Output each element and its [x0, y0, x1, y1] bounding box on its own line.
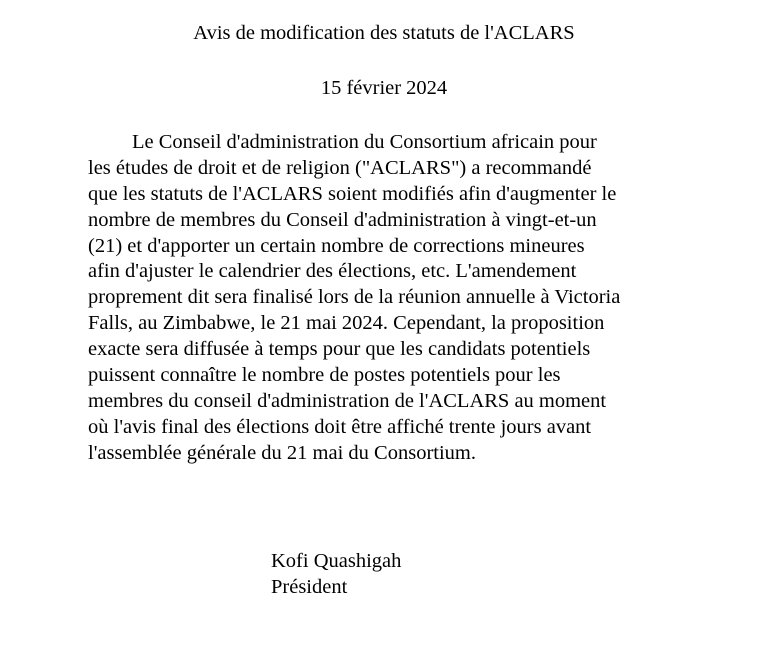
body-line: proprement dit sera finalisé lors de la réunion annuelle à Victoria [88, 286, 621, 309]
body-line: puissent connaître le nombre de postes potentiels pour les [88, 364, 561, 387]
body-line: nombre de membres du Conseil d'administration à vingt-et-un [88, 208, 597, 231]
document-title: Avis de modification des statuts de l'ACLARS [193, 22, 575, 44]
body-line: Falls, au Zimbabwe, le 21 mai 2024. Cependant, la proposition [88, 312, 605, 335]
signature-block [271, 548, 401, 600]
body-line: l'assemblée générale du 21 mai du Consortium. [88, 441, 476, 464]
body-line: membres du conseil d'administration de l'ACLARS au moment [88, 389, 607, 412]
body-line: Le Conseil d'administration du Consortium africain pour [132, 131, 597, 153]
document-body [88, 130, 728, 467]
signatory-role: Président [271, 576, 348, 598]
body-line: (21) et d'apporter un certain nombre de corrections mineures [88, 234, 585, 257]
body-line: où l'avis final des élections doit être affiché trente jours avant [88, 415, 592, 438]
body-line: les études de droit et de religion ("ACLARS") a recommandé [88, 156, 592, 179]
body-line: que les statuts de l'ACLARS soient modifiés afin d'augmenter le [88, 182, 617, 205]
body-line: afin d'ajuster le calendrier des élections, etc. L'amendement [88, 260, 577, 283]
document-date: 15 février 2024 [320, 77, 448, 99]
signatory-name: Kofi Quashigah [271, 550, 402, 572]
body-line: exacte sera diffusée à temps pour que les candidats potentiels [88, 338, 591, 361]
